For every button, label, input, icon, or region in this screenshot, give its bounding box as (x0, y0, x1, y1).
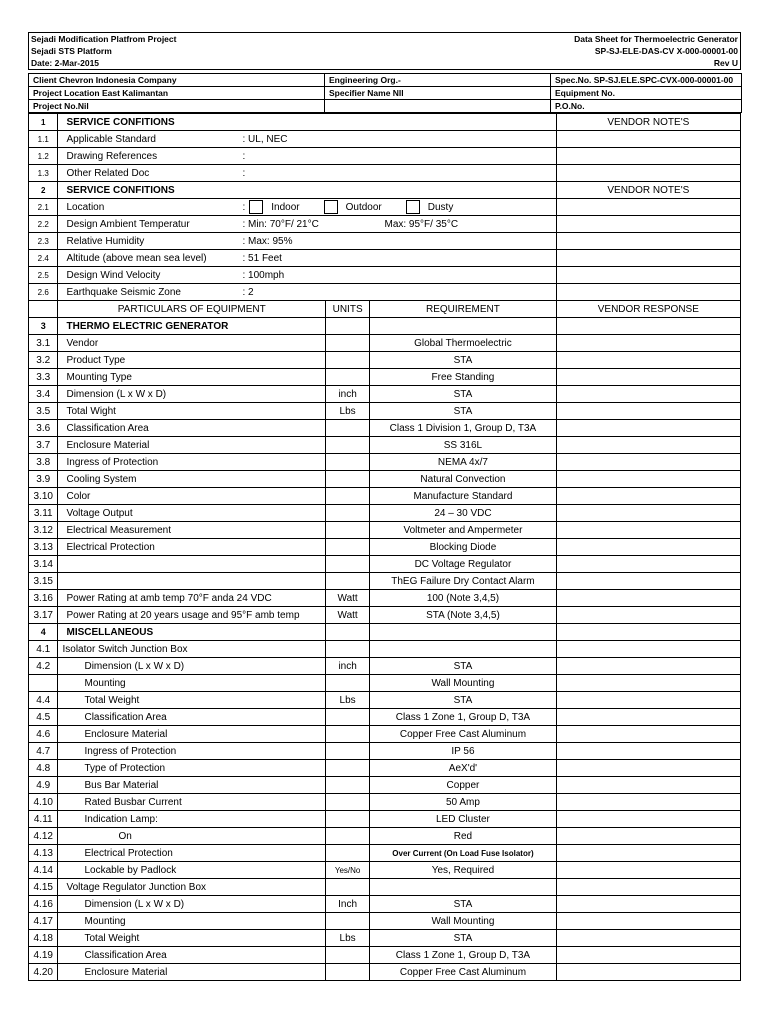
item-name: Electrical Measurement (58, 522, 326, 539)
vendor-response-cell[interactable] (556, 420, 740, 437)
row-number: 4.12 (29, 828, 58, 845)
requirement: Blocking Diode (370, 539, 556, 556)
row-number: 3.5 (29, 403, 58, 420)
table-row (29, 607, 741, 624)
table-row (29, 471, 741, 488)
row-number: 2.2 (29, 216, 58, 233)
requirement: SS 316L (370, 437, 556, 454)
datasheet (28, 32, 741, 981)
item-name (58, 556, 326, 573)
table-row (29, 964, 741, 981)
po-number: P.O.No. (551, 100, 742, 113)
row-number: 3.7 (29, 437, 58, 454)
unit: Inch (326, 896, 370, 913)
row-number: 3.11 (29, 505, 58, 522)
table-row (29, 403, 741, 420)
unit (326, 743, 370, 760)
row-number: 4.11 (29, 811, 58, 828)
row-number: 3.13 (29, 539, 58, 556)
item-name: Dimension (L x W x D) (58, 658, 326, 675)
vendor-response-cell[interactable] (556, 862, 740, 879)
section-number: 3 (29, 318, 58, 335)
vendor-note-cell[interactable] (556, 148, 740, 165)
item-name: Dimension (L x W x D) (58, 386, 326, 403)
row-number: 4.9 (29, 777, 58, 794)
vendor-response-cell[interactable] (556, 488, 740, 505)
requirement: Free Standing (370, 369, 556, 386)
row-label: Drawing References (66, 150, 158, 162)
unit: Yes/No (326, 862, 370, 879)
item-name: Color (58, 488, 326, 505)
row-value: : Max: 95% (242, 235, 293, 247)
unit: Watt (326, 607, 370, 624)
item-name: Classification Area (58, 947, 326, 964)
unit: inch (326, 658, 370, 675)
unit (326, 437, 370, 454)
row-label: Altitude (above mean sea level) (66, 252, 207, 264)
unit (326, 760, 370, 777)
unit (326, 539, 370, 556)
table-row (29, 386, 741, 403)
unit (326, 794, 370, 811)
vendor-response-cell[interactable] (556, 369, 740, 386)
vendor-response-cell[interactable] (556, 726, 740, 743)
unit (326, 556, 370, 573)
vendor-response-cell[interactable] (556, 505, 740, 522)
unit (326, 573, 370, 590)
item-name: Electrical Protection (58, 539, 326, 556)
requirement: Copper (370, 777, 556, 794)
unit: Lbs (326, 403, 370, 420)
row-number: 4.2 (29, 658, 58, 675)
section-number: 1 (29, 114, 58, 131)
item-name: Mounting Type (58, 369, 326, 386)
outdoor-label: Outdoor (345, 201, 382, 213)
row-number: 3.15 (29, 573, 58, 590)
vendor-response-cell[interactable] (556, 454, 740, 471)
table-row (29, 335, 741, 352)
vendor-response-cell[interactable] (556, 590, 740, 607)
requirement: STA (370, 386, 556, 403)
requirement: LED Cluster (370, 811, 556, 828)
item-name (58, 573, 326, 590)
requirement: DC Voltage Regulator (370, 556, 556, 573)
row-number: 3.12 (29, 522, 58, 539)
dusty-label: Dusty (427, 201, 454, 213)
table-row (29, 437, 741, 454)
vendor-note-cell[interactable] (556, 250, 740, 267)
row-number: 3.17 (29, 607, 58, 624)
requirement: STA (370, 930, 556, 947)
table-row (29, 828, 741, 845)
item-name: On (58, 828, 326, 845)
item-name: Ingress of Protection (58, 743, 326, 760)
unit (326, 964, 370, 981)
revision: Rev U (713, 57, 738, 68)
table-row (29, 760, 741, 777)
table-row (29, 590, 741, 607)
requirement: Natural Convection (370, 471, 556, 488)
table-row (29, 420, 741, 437)
vendor-note-cell[interactable] (556, 199, 740, 216)
requirement: Copper Free Cast Aluminum (370, 726, 556, 743)
client: Client Chevron Indonesia Company (29, 74, 325, 87)
document-date: Date: 2-Mar-2015 (31, 57, 100, 68)
row-number: 1.2 (29, 148, 58, 165)
vendor-response-cell[interactable] (556, 403, 740, 420)
section-title: MISCELLANEOUS (58, 624, 326, 641)
row-number: 4.7 (29, 743, 58, 760)
unit (326, 505, 370, 522)
project-location: Project Location East Kalimantan (29, 87, 325, 100)
section-title: SERVICE CONFITIONS (58, 182, 556, 199)
table-row (29, 794, 741, 811)
vendor-response-cell[interactable] (556, 522, 740, 539)
vendor-response-cell[interactable] (556, 658, 740, 675)
unit (326, 709, 370, 726)
unit (326, 828, 370, 845)
requirement: Red (370, 828, 556, 845)
item-name: Rated Busbar Current (58, 794, 326, 811)
item-name: Product Type (58, 352, 326, 369)
vendor-response-cell[interactable] (556, 845, 740, 862)
table-row (29, 726, 741, 743)
row-number: 2.6 (29, 284, 58, 301)
requirement: STA (370, 692, 556, 709)
vendor-notes-header: VENDOR NOTE'S (556, 182, 740, 199)
meta-table (28, 73, 742, 113)
vendor-response-cell[interactable] (556, 930, 740, 947)
table-row (29, 369, 741, 386)
row-label: Relative Humidity (66, 235, 145, 247)
outdoor-checkbox[interactable] (324, 200, 338, 214)
requirement: Over Current (On Load Fuse Isolator) (370, 845, 556, 862)
item-name: Lockable by Padlock (58, 862, 326, 879)
table-row (29, 743, 741, 760)
vendor-note-cell[interactable] (556, 131, 740, 148)
vendor-note-cell[interactable] (556, 165, 740, 182)
row-number: 4.16 (29, 896, 58, 913)
unit (326, 488, 370, 505)
row-number (29, 675, 58, 692)
requirement: STA (370, 896, 556, 913)
table-row (29, 862, 741, 879)
vendor-response-cell[interactable] (556, 386, 740, 403)
unit: Lbs (326, 930, 370, 947)
item-name: Vendor (58, 335, 326, 352)
row-number: 4.19 (29, 947, 58, 964)
vendor-note-cell[interactable] (556, 267, 740, 284)
row-label: Design Wind Velocity (66, 269, 161, 281)
table-row (29, 658, 741, 675)
row-number: 4.14 (29, 862, 58, 879)
vendor-response-cell[interactable] (556, 947, 740, 964)
requirement: IP 56 (370, 743, 556, 760)
section-number: 2 (29, 182, 58, 199)
ambient-max: Max: 95°F/ 35°C (384, 218, 459, 230)
unit (326, 335, 370, 352)
column-header-row (29, 301, 741, 318)
row-number: 3.4 (29, 386, 58, 403)
item-name: Total Weight (58, 692, 326, 709)
dusty-checkbox[interactable] (406, 200, 420, 214)
table-row (29, 454, 741, 471)
spec-number: Spec.No. SP-SJ.ELE.SPC-CVX-000-00001-00 (551, 74, 742, 87)
unit (326, 641, 370, 658)
item-name: Mounting (58, 675, 326, 692)
row-number: 4.1 (29, 641, 58, 658)
row-label: Location (66, 201, 105, 213)
table-row (29, 777, 741, 794)
row-value: : UL, NEC (242, 133, 288, 145)
unit (326, 675, 370, 692)
vendor-response-cell[interactable] (556, 777, 740, 794)
row-value: : 2 (242, 286, 254, 298)
row-number: 4.8 (29, 760, 58, 777)
vendor-response-cell[interactable] (556, 811, 740, 828)
table-row (29, 811, 741, 828)
row-value: : 51 Feet (242, 252, 282, 264)
indoor-checkbox[interactable] (249, 200, 263, 214)
particulars-header: PARTICULARS OF EQUIPMENT (58, 301, 326, 318)
vendor-response-cell[interactable] (556, 692, 740, 709)
section-number: 4 (29, 624, 58, 641)
requirement: ThEG Failure Dry Contact Alarm (370, 573, 556, 590)
requirement: Wall Mounting (370, 913, 556, 930)
equipment-number: Equipment No. (551, 87, 742, 100)
vendor-response-cell[interactable] (556, 556, 740, 573)
vendor-response-cell[interactable] (556, 743, 740, 760)
vendor-response-cell[interactable] (556, 879, 740, 896)
requirement: Wall Mounting (370, 675, 556, 692)
vendor-response-cell[interactable] (556, 641, 740, 658)
unit (326, 777, 370, 794)
unit: inch (326, 386, 370, 403)
table-row (29, 573, 741, 590)
row-number: 2.3 (29, 233, 58, 250)
section-4 (29, 624, 741, 981)
table-row (29, 488, 741, 505)
section-title: SERVICE CONFITIONS (58, 114, 556, 131)
table-row (29, 556, 741, 573)
table-row (29, 352, 741, 369)
section-3 (29, 318, 741, 624)
table-row (29, 505, 741, 522)
row-number: 2.4 (29, 250, 58, 267)
project-number: Project No.Nil (29, 100, 325, 113)
item-name: Power Rating at amb temp 70°F anda 24 VDC (58, 590, 326, 607)
vendor-response-cell[interactable] (556, 607, 740, 624)
item-name: Enclosure Material (58, 437, 326, 454)
requirement: Global Thermoelectric (370, 335, 556, 352)
requirement: 50 Amp (370, 794, 556, 811)
row-number: 2.1 (29, 199, 58, 216)
row-number: 3.8 (29, 454, 58, 471)
unit (326, 471, 370, 488)
vendor-response-cell[interactable] (556, 964, 740, 981)
row-number: 4.20 (29, 964, 58, 981)
row-number: 3.6 (29, 420, 58, 437)
vendor-response-cell[interactable] (556, 896, 740, 913)
requirement: STA (370, 352, 556, 369)
vendor-response-cell[interactable] (556, 709, 740, 726)
vendor-response-cell[interactable] (556, 471, 740, 488)
requirement: Class 1 Division 1, Group D, T3A (370, 420, 556, 437)
item-name: Enclosure Material (58, 726, 326, 743)
vendor-response-cell[interactable] (556, 573, 740, 590)
row-number: 3.1 (29, 335, 58, 352)
requirement-header: REQUIREMENT (370, 301, 556, 318)
vendor-response-cell[interactable] (556, 352, 740, 369)
item-name: Indication Lamp: (58, 811, 326, 828)
item-name: Classification Area (58, 420, 326, 437)
unit (326, 369, 370, 386)
vendor-response-cell[interactable] (556, 828, 740, 845)
item-name: Dimension (L x W x D) (58, 896, 326, 913)
item-name: Enclosure Material (58, 964, 326, 981)
row-number: 4.17 (29, 913, 58, 930)
document-number: SP-SJ-ELE-DAS-CV X-000-00001-00 (594, 45, 738, 56)
specifier-name: Specifier Name Nll (325, 87, 551, 100)
document-title: Data Sheet for Thermoelectric Generator (574, 33, 738, 44)
unit (326, 454, 370, 471)
vendor-note-cell[interactable] (556, 233, 740, 250)
vendor-response-cell[interactable] (556, 794, 740, 811)
vendor-response-cell[interactable] (556, 675, 740, 692)
row-number: 4.18 (29, 930, 58, 947)
requirement: STA (Note 3,4,5) (370, 607, 556, 624)
requirement: Copper Free Cast Aluminum (370, 964, 556, 981)
indoor-label: Indoor (271, 201, 300, 213)
requirement: STA (370, 403, 556, 420)
project-name: Sejadi Modification Platfrom Project (31, 33, 177, 44)
table-row (29, 896, 741, 913)
engineering-org: Engineering Org.- (325, 74, 551, 87)
specification-table: 1 SERVICE CONFITIONS VENDOR NOTE'S 1.1 Applicable Standard : UL, NEC 1.2 Drawing References : 1.3 Other Related Doc : 2 SERVICE CONFITIONS VENDOR NOTE'S 2.1 Location : Indoor Outdoor Dusty 2.2 Design Ambient Temperatur : Min: 70°F/ 21°C Max: 95°F/ 35°C 2.3 Relative Humidity : Max: 95% 2.4 Altitude (above mean sea level) : 51 Feet 2.5 Design Wind Velocity : 100mph 2.6 Earthquake Seismic Zone : 2 PARTICULARS OF EQUIPMENT UNITS REQUIREMENT VENDOR RESPONSE 3 THERMO ELECTRIC GENERATOR 3.1 Vendor Global Thermoelectric 3.2 Product Type STA 3.3 Mounting Type Free Standing 3.4 Dimension (L x W x D) inch STA 3.5 Total Wight Lbs STA 3.6 Classification Area Class 1 Division 1, Group D, T3A 3.7 Enclosure Material SS 316L 3.8 Ingress of Protection NEMA 4x/7 3.9 Cooling System Natural Convection 3.10 Color Manufacture Standard 3.11 Voltage Output 24 – 30 VDC 3.12 Electrical Measurement Voltmeter and Ampermeter 3.13 Electrical Protection Blocking Diode 3.14 DC Voltage Regulator 3.15 ThEG Failure Dry Contact Alarm 3.16 Power Rating at amb temp 70°F anda 24 VDC Watt 100 (Note 3,4,5) 3.17 Power Rating at 20 years usage and 95°F amb temp Watt STA (Note 3,4,5) 4 MISCELLANEOUS 4.1 Isolator Switch Junction Box 4.2 Dimension (L x W x D) inch STA Mounting Wall Mounting 4.4 Total Weight Lbs STA 4.5 Classification Area Class 1 Zone 1, Group D, T3A 4.6 Enclosure Material Copper Free Cast Aluminum 4.7 Ingress of Protection IP 56 4.8 Type of Protection AeX'd' 4.9 Bus Bar Material Copper 4.10 Rated Busbar Current 50 Amp 4.11 Indication Lamp: LED Cluster 4.12 On Red 4.13 Electrical Protection Over Current (On Load Fuse Isolator) 4.14 Lockable by Padlock Yes/No Yes, Required 4.15 Voltage Regulator Junction Box 4.16 Dimension (L x W x D) Inch STA 4.17 Mounting Wall Mounting 4.18 Total Weight Lbs STA 4.19 Classification Area Class 1 Zone 1, Group D, T3A 4.20 Enclosure Material Copper Free Cast Aluminum (28, 113, 741, 981)
unit (326, 845, 370, 862)
requirement: Class 1 Zone 1, Group D, T3A (370, 947, 556, 964)
unit (326, 522, 370, 539)
unit (326, 420, 370, 437)
table-row (29, 947, 741, 964)
row-label: Other Related Doc (66, 167, 150, 179)
table-row (29, 675, 741, 692)
vendor-response-cell[interactable] (556, 913, 740, 930)
requirement: STA (370, 658, 556, 675)
item-name: Isolator Switch Junction Box (58, 641, 326, 658)
row-number: 3.3 (29, 369, 58, 386)
row-number: 4.10 (29, 794, 58, 811)
item-name: Total Weight (58, 930, 326, 947)
row-label: Design Ambient Temperatur (66, 218, 190, 230)
row-number: 3.10 (29, 488, 58, 505)
row-number: 1.3 (29, 165, 58, 182)
requirement (370, 641, 556, 658)
row-number: 1.1 (29, 131, 58, 148)
table-row (29, 879, 741, 896)
units-header: UNITS (326, 301, 370, 318)
item-name: Ingress of Protection (58, 454, 326, 471)
section-title: THERMO ELECTRIC GENERATOR (58, 318, 326, 335)
item-name: Bus Bar Material (58, 777, 326, 794)
vendor-response-cell[interactable] (556, 335, 740, 352)
requirement: Manufacture Standard (370, 488, 556, 505)
unit (326, 352, 370, 369)
vendor-response-header: VENDOR RESPONSE (556, 301, 740, 318)
vendor-note-cell[interactable] (556, 216, 740, 233)
unit (326, 811, 370, 828)
item-name: Voltage Regulator Junction Box (58, 879, 326, 896)
table-row (29, 913, 741, 930)
vendor-notes-header: VENDOR NOTE'S (556, 114, 740, 131)
item-name: Power Rating at 20 years usage and 95°F amb temp (58, 607, 326, 624)
table-row (29, 539, 741, 556)
row-number: 4.5 (29, 709, 58, 726)
row-number: 4.4 (29, 692, 58, 709)
requirement: 100 (Note 3,4,5) (370, 590, 556, 607)
unit: Watt (326, 590, 370, 607)
unit (326, 913, 370, 930)
document-header (28, 32, 741, 70)
row-number: 3.16 (29, 590, 58, 607)
unit: Lbs (326, 692, 370, 709)
row-value: : (242, 167, 246, 179)
requirement: AeX'd' (370, 760, 556, 777)
vendor-response-cell[interactable] (556, 437, 740, 454)
row-number: 4.13 (29, 845, 58, 862)
table-row (29, 692, 741, 709)
table-row (29, 845, 741, 862)
requirement: Yes, Required (370, 862, 556, 879)
table-row (29, 641, 741, 658)
row-label: Earthquake Seismic Zone (66, 286, 181, 298)
requirement: 24 – 30 VDC (370, 505, 556, 522)
row-value: : (242, 150, 246, 162)
requirement: NEMA 4x/7 (370, 454, 556, 471)
platform-name: Sejadi STS Platform (31, 45, 112, 56)
row-number: 2.5 (29, 267, 58, 284)
requirement: Class 1 Zone 1, Group D, T3A (370, 709, 556, 726)
unit (326, 947, 370, 964)
item-name: Classification Area (58, 709, 326, 726)
item-name: Voltage Output (58, 505, 326, 522)
row-value: : 100mph (242, 269, 285, 281)
item-name: Cooling System (58, 471, 326, 488)
vendor-note-cell[interactable] (556, 284, 740, 301)
row-number: 3.14 (29, 556, 58, 573)
vendor-response-cell[interactable] (556, 539, 740, 556)
vendor-response-cell[interactable] (556, 760, 740, 777)
requirement (370, 879, 556, 896)
requirement: Voltmeter and Ampermeter (370, 522, 556, 539)
unit (326, 879, 370, 896)
row-number: 3.9 (29, 471, 58, 488)
item-name: Electrical Protection (58, 845, 326, 862)
item-name: Type of Protection (58, 760, 326, 777)
row-number: 4.15 (29, 879, 58, 896)
item-name: Mounting (58, 913, 326, 930)
table-row (29, 709, 741, 726)
table-row (29, 930, 741, 947)
row-label: Applicable Standard (66, 133, 156, 145)
row-number: 4.6 (29, 726, 58, 743)
item-name: Total Wight (58, 403, 326, 420)
ambient-min: : Min: 70°F/ 21°C (242, 218, 319, 230)
unit (326, 726, 370, 743)
table-row (29, 522, 741, 539)
row-number: 3.2 (29, 352, 58, 369)
